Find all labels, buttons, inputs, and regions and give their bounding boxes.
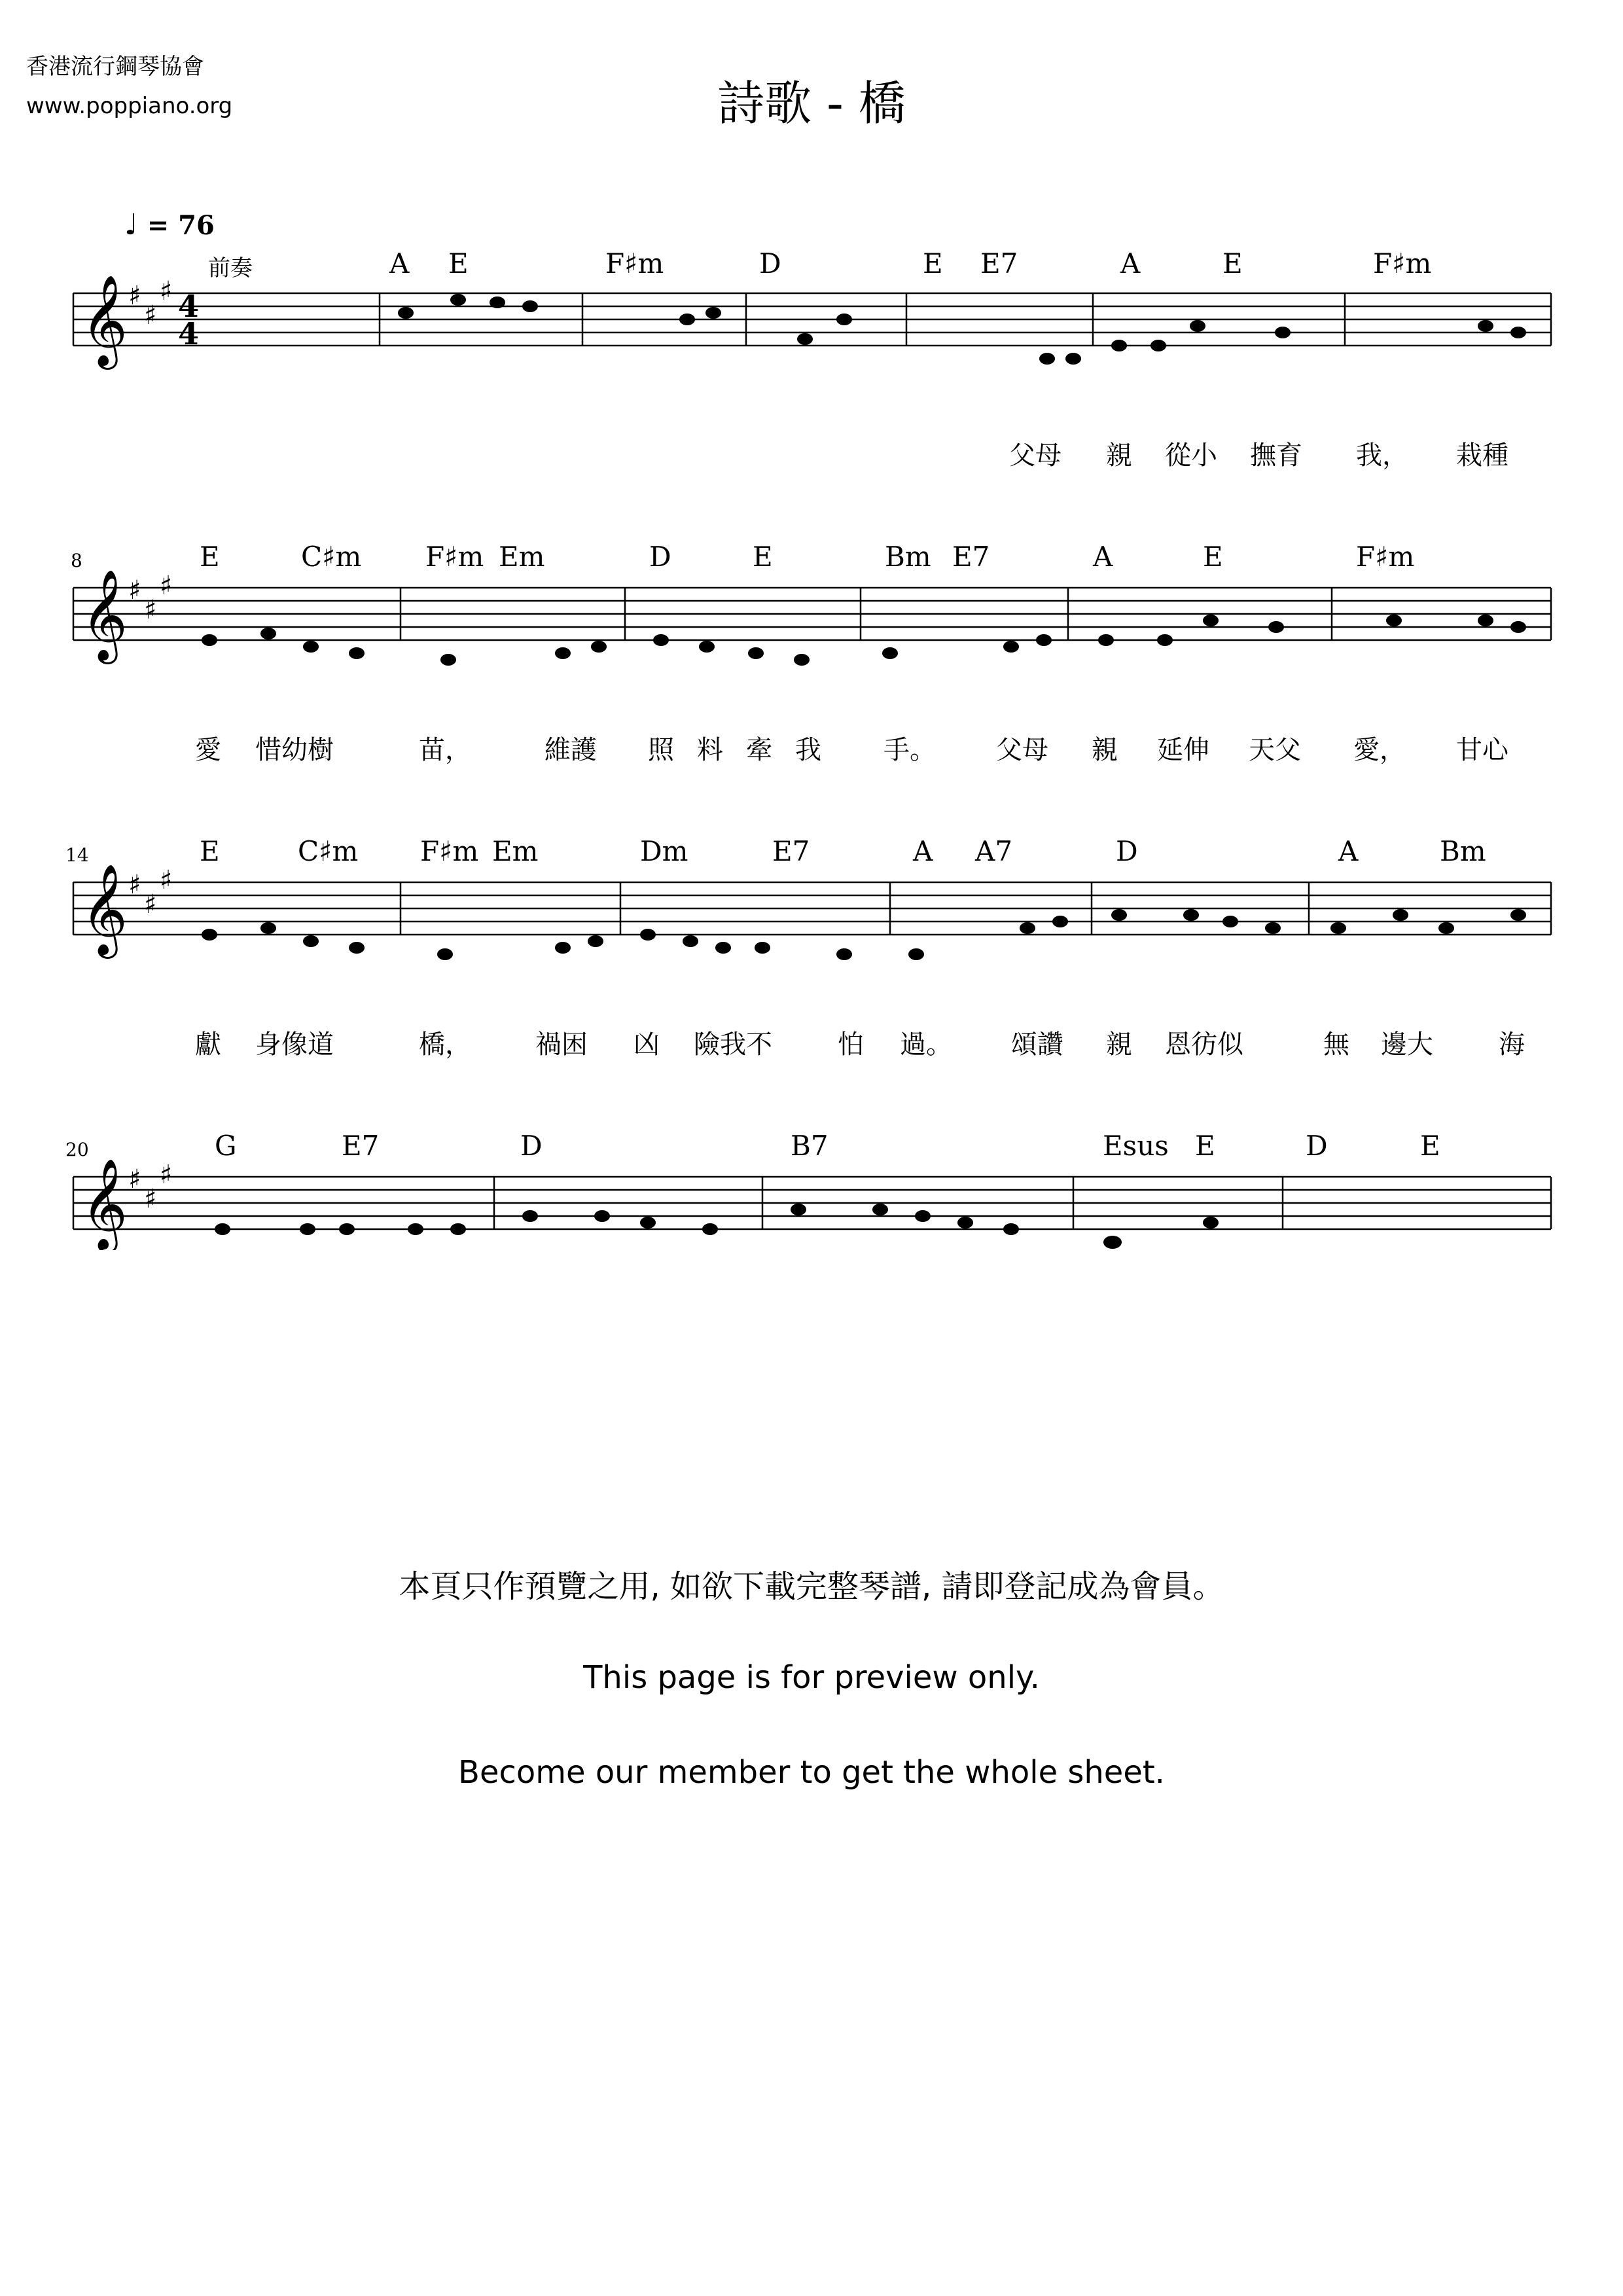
chord: E bbox=[200, 835, 220, 867]
lyric: 手。 bbox=[883, 735, 936, 765]
svg-text:♯: ♯ bbox=[160, 865, 173, 895]
chord: E bbox=[1195, 1130, 1215, 1162]
svg-text:♯: ♯ bbox=[128, 870, 141, 900]
lyric: 惜幼樹 bbox=[255, 735, 334, 765]
measure-number: 14 bbox=[65, 844, 89, 866]
site-name: 香港流行鋼琴協會 bbox=[26, 54, 204, 80]
site-url[interactable]: www.poppiano.org bbox=[26, 93, 233, 119]
lyric: 凶 bbox=[633, 1030, 660, 1060]
lyric: 我， bbox=[1356, 440, 1408, 471]
lyric: 栽種 bbox=[1456, 440, 1508, 471]
lyric: 苗， bbox=[419, 735, 471, 765]
lyric: 天父 bbox=[1249, 735, 1301, 765]
lyric: 撫育 bbox=[1250, 440, 1302, 471]
lyric: 獻 bbox=[195, 1030, 221, 1060]
svg-text:♯: ♯ bbox=[160, 276, 173, 306]
lyric: 過。 bbox=[900, 1030, 952, 1060]
lyric: 怕 bbox=[838, 1030, 864, 1060]
lyric: 延伸 bbox=[1157, 735, 1209, 765]
chord: F♯m bbox=[1356, 541, 1415, 573]
chord: A bbox=[913, 835, 933, 867]
section-label-intro: 前奏 bbox=[208, 255, 253, 281]
lyric: 恩彷似 bbox=[1165, 1030, 1243, 1060]
chord: D bbox=[759, 247, 781, 279]
chord: F♯m bbox=[605, 247, 664, 279]
lyric: 無 bbox=[1323, 1030, 1349, 1060]
svg-text:𝄞: 𝄞 bbox=[81, 864, 128, 955]
svg-text:𝄞: 𝄞 bbox=[81, 275, 128, 366]
lyric: 邊大 bbox=[1381, 1030, 1433, 1060]
preview-notice-zh: 本頁只作預覽之用, 如欲下載完整琴譜, 請即登記成為會員。 bbox=[399, 1568, 1224, 1605]
chord: Em bbox=[492, 835, 539, 867]
svg-text:4: 4 bbox=[178, 289, 200, 324]
chord: E7 bbox=[342, 1130, 380, 1162]
chord: E bbox=[1222, 247, 1243, 279]
preview-notice-en-line2: Become our member to get the whole sheet. bbox=[458, 1754, 1165, 1791]
lyric: 從小 bbox=[1165, 440, 1217, 471]
lyric: 甘心 bbox=[1456, 735, 1508, 765]
chord: E bbox=[753, 541, 773, 573]
lyric: 愛， bbox=[1353, 735, 1406, 765]
lyric: 險我不 bbox=[694, 1030, 772, 1060]
lyric: 身像道 bbox=[255, 1030, 334, 1060]
svg-text:♯: ♯ bbox=[144, 889, 157, 920]
svg-text:4: 4 bbox=[178, 316, 200, 351]
chord: Em bbox=[499, 541, 545, 573]
chord: E bbox=[923, 247, 943, 279]
lyric: 照 bbox=[648, 735, 674, 765]
lyric: 親 bbox=[1092, 735, 1118, 765]
svg-text:♯: ♯ bbox=[160, 1160, 173, 1190]
lyric: 愛 bbox=[195, 735, 221, 765]
lyric: 海 bbox=[1499, 1030, 1525, 1060]
lyric: 親 bbox=[1106, 1030, 1132, 1060]
preview-notice-en-line1: This page is for preview only. bbox=[583, 1659, 1040, 1696]
chord: E bbox=[200, 541, 220, 573]
chord: G bbox=[215, 1130, 237, 1162]
svg-text:♯: ♯ bbox=[160, 571, 173, 601]
chord: D bbox=[1306, 1130, 1328, 1162]
svg-text:♯: ♯ bbox=[128, 1164, 141, 1194]
chord: A7 bbox=[975, 835, 1013, 867]
chord: F♯m bbox=[1373, 247, 1432, 279]
svg-text:♯: ♯ bbox=[144, 595, 157, 625]
chord: A bbox=[1093, 541, 1113, 573]
svg-text:♯: ♯ bbox=[128, 575, 141, 605]
lyric: 料 bbox=[697, 735, 723, 765]
svg-text:𝄞: 𝄞 bbox=[81, 569, 128, 660]
chord: D bbox=[1116, 835, 1138, 867]
lyric: 維護 bbox=[544, 735, 597, 765]
chord: D bbox=[520, 1130, 543, 1162]
chord: A bbox=[389, 247, 410, 279]
chord: A bbox=[1338, 835, 1359, 867]
staff-row-4 bbox=[0, 1158, 1623, 1250]
svg-text:♯: ♯ bbox=[144, 1184, 157, 1214]
chord: E bbox=[448, 247, 469, 279]
lyric: 頌讚 bbox=[1011, 1030, 1063, 1060]
chord: F♯m bbox=[420, 835, 479, 867]
lyric: 我 bbox=[795, 735, 821, 765]
chord: E7 bbox=[952, 541, 990, 573]
measure-number: 20 bbox=[65, 1139, 89, 1160]
staff-row-1 bbox=[0, 275, 1623, 399]
tempo-value: = 76 bbox=[137, 210, 215, 241]
staff-row-2 bbox=[0, 569, 1623, 694]
svg-text:𝄞: 𝄞 bbox=[81, 1158, 128, 1249]
lyric: 父母 bbox=[996, 735, 1048, 765]
chord: C♯m bbox=[301, 541, 362, 573]
measure-number: 8 bbox=[71, 550, 82, 571]
chord: Esus bbox=[1103, 1130, 1169, 1162]
lyric: 橋， bbox=[419, 1030, 471, 1060]
quarter-note-icon: ♩ bbox=[124, 208, 138, 242]
chord: Bm bbox=[1440, 835, 1486, 867]
tempo-marking bbox=[124, 208, 215, 242]
lyric: 親 bbox=[1106, 440, 1132, 471]
chord: A bbox=[1120, 247, 1141, 279]
chord: C♯m bbox=[298, 835, 359, 867]
lyric: 牽 bbox=[746, 735, 772, 765]
chord: B7 bbox=[791, 1130, 829, 1162]
chord: E7 bbox=[980, 247, 1018, 279]
chord: Dm bbox=[640, 835, 688, 867]
staff-row-3 bbox=[0, 864, 1623, 988]
svg-text:♯: ♯ bbox=[144, 300, 157, 331]
chord: D bbox=[649, 541, 671, 573]
chord: E bbox=[1203, 541, 1223, 573]
lyric: 父母 bbox=[1009, 440, 1061, 471]
chord: Bm bbox=[885, 541, 931, 573]
page-title: 詩歌 - 橋 bbox=[717, 76, 906, 131]
chord: F♯m bbox=[425, 541, 484, 573]
lyric: 禍困 bbox=[535, 1030, 588, 1060]
svg-text:♯: ♯ bbox=[128, 281, 141, 311]
chord: E7 bbox=[772, 835, 810, 867]
chord: E bbox=[1420, 1130, 1440, 1162]
